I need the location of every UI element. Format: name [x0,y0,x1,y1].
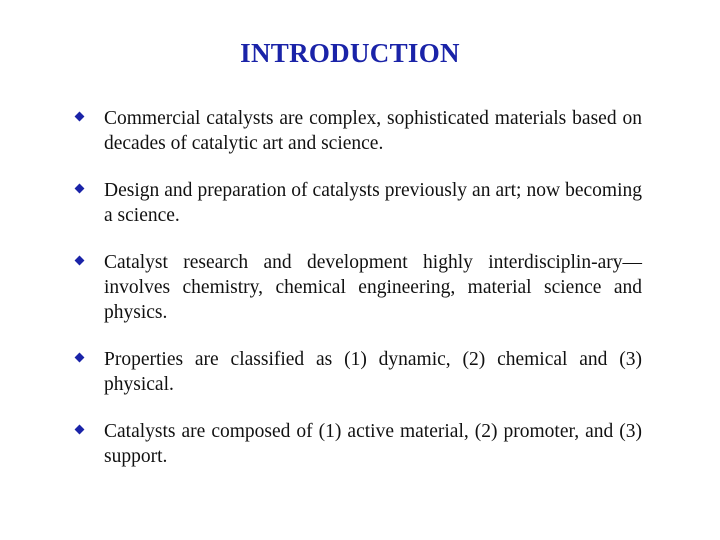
bullet-text: Properties are classified as (1) dynamic, (2) chemical and (3) physical. [104,349,642,395]
bullet-item [74,250,642,325]
diamond-icon [74,347,104,372]
bullet-text: Commercial catalysts are complex, sophisticated materials based on decades of catalytic art and science. [104,108,642,154]
bullet-text: Catalyst research and development highly interdisciplin-ary—involves chemistry, chemical engineering, material science and physics. [104,252,642,323]
bullet-item [74,178,642,228]
bullet-text: Design and preparation of catalysts previously an art; now becoming a science. [104,180,642,226]
slide-title: INTRODUCTION [240,38,460,68]
diamond-icon [74,250,104,275]
bullet-list [74,106,642,491]
bullet-item [74,419,642,469]
bullet-item [74,106,642,156]
diamond-icon [74,106,104,131]
diamond-icon [74,419,104,444]
diamond-icon [74,178,104,203]
bullet-item [74,347,642,397]
bullet-text: Catalysts are composed of (1) active material, (2) promoter, and (3) support. [104,421,642,467]
